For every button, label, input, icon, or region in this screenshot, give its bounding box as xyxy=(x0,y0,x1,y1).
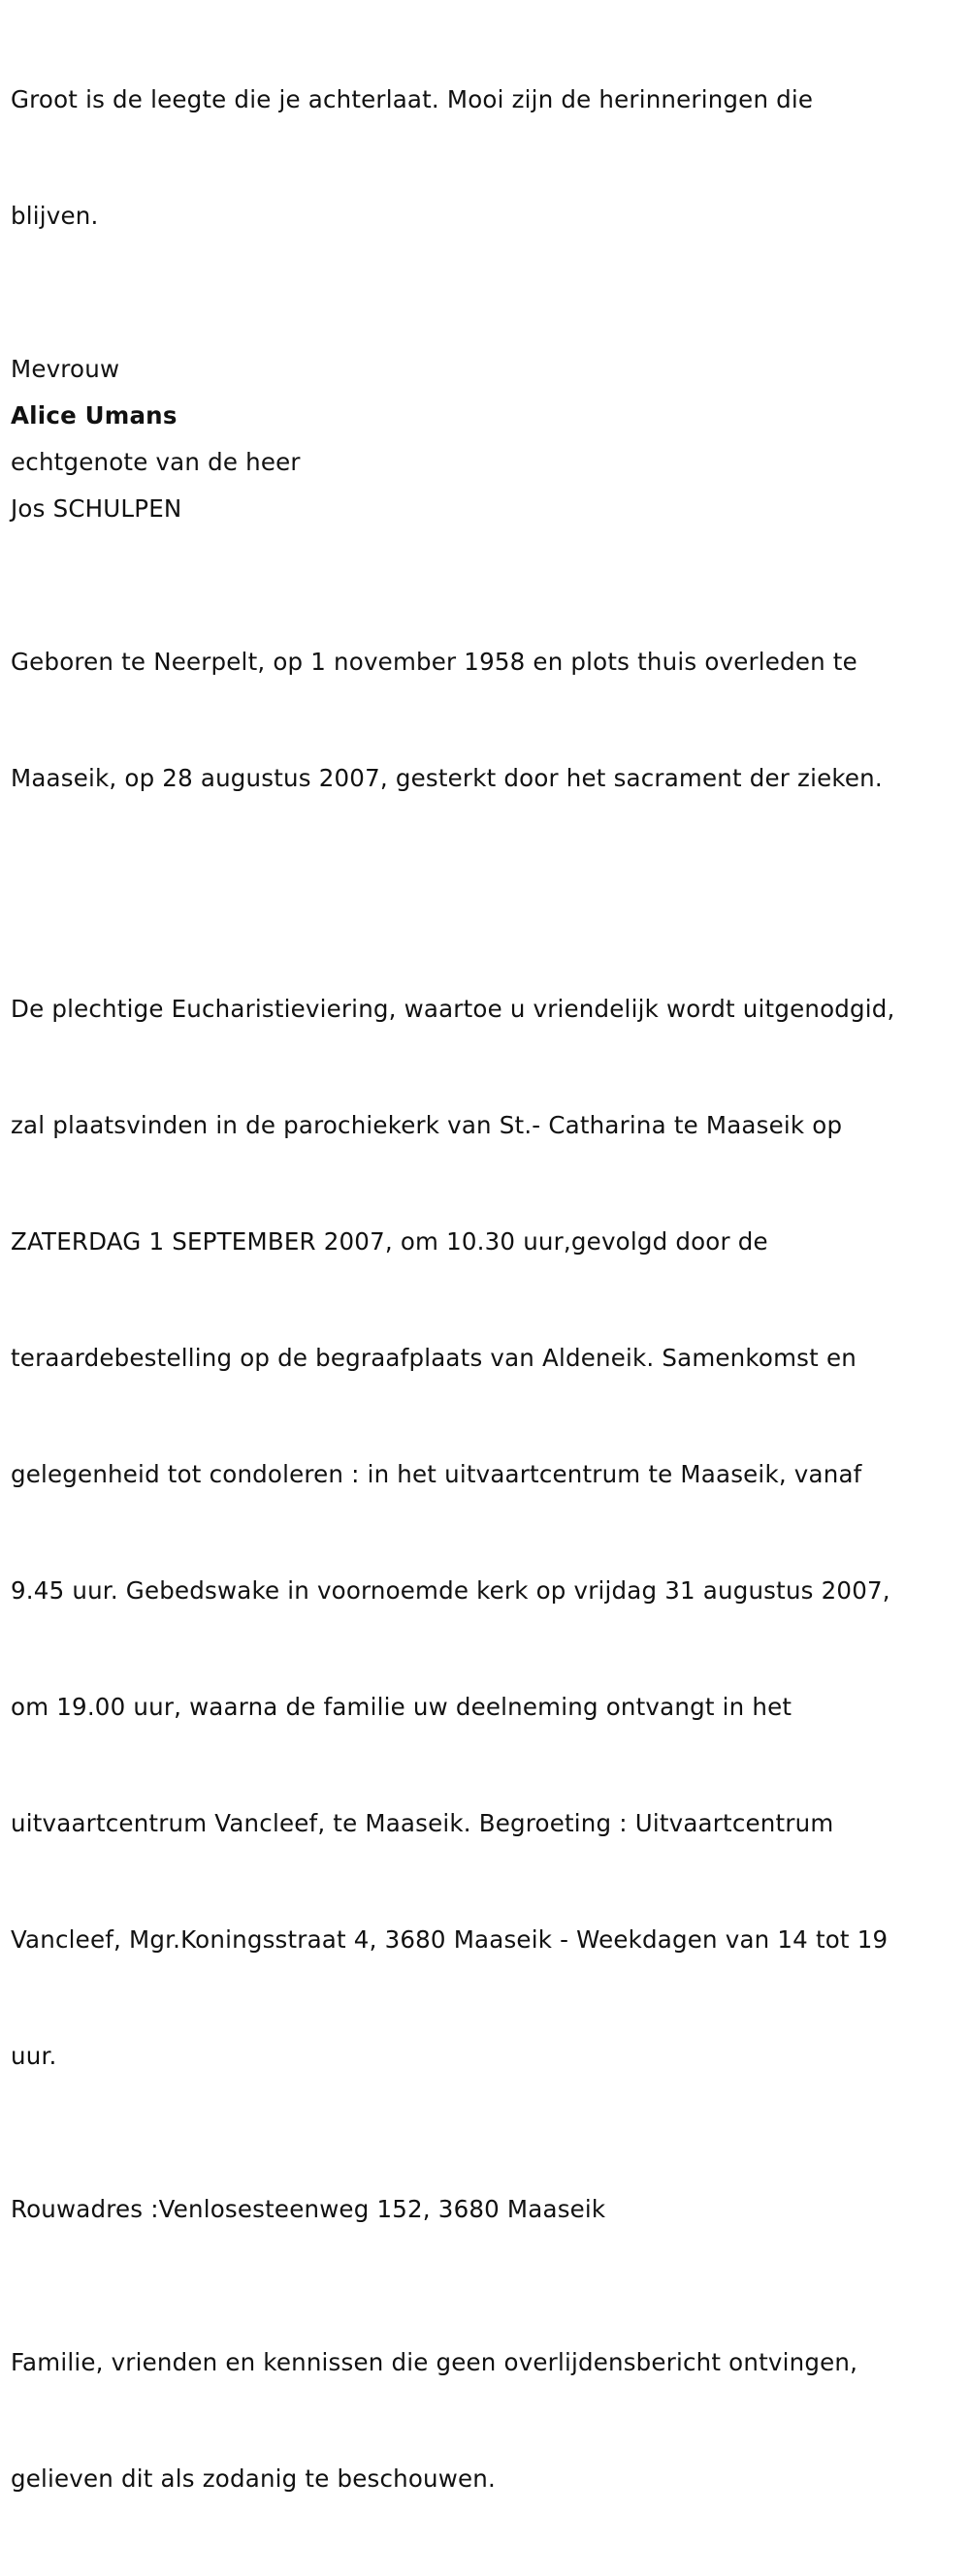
deceased-name: Alice Umans xyxy=(11,401,178,429)
spacer xyxy=(11,875,961,912)
intro-line: blijven. xyxy=(11,202,99,230)
salutation: Mevrouw xyxy=(11,355,120,383)
closing-paragraph xyxy=(11,2266,961,2576)
intro-line: Groot is de leegte die je achterlaat. Mooi zijn de herinneringen die xyxy=(11,85,814,113)
ceremony-paragraph xyxy=(11,912,961,2153)
closing-line: gelieven dit als zodanig te beschouwen. xyxy=(11,2465,497,2493)
spouse-name: Jos SCHULPEN xyxy=(11,494,182,523)
ceremony-line: ZATERDAG 1 SEPTEMBER 2007, om 10.30 uur,gevolgd door de xyxy=(11,1227,768,1256)
ceremony-line: zal plaatsvinden in de parochiekerk van St.- Catharina te Maaseik op xyxy=(11,1111,843,1139)
ceremony-line: 9.45 uur. Gebedswake in voornoemde kerk op vrijdag 31 augustus 2007, xyxy=(11,1576,890,1605)
spacer xyxy=(11,2153,961,2190)
birth-death-line: Geboren te Neerpelt, op 1 november 1958 en plots thuis overleden te xyxy=(11,648,857,676)
relation-text: echtgenote van de heer xyxy=(11,448,301,476)
ceremony-line: om 19.00 uur, waarna de familie uw deelneming ontvangt in het xyxy=(11,1693,792,1721)
spacer xyxy=(11,528,961,565)
ceremony-line: De plechtige Eucharistieviering, waartoe u vriendelijk wordt uitgenodgid, xyxy=(11,995,895,1023)
mourning-address: Rouwadres :Venlosesteenweg 152, 3680 Maaseik xyxy=(11,2195,606,2223)
birth-death-line: Maaseik, op 28 augustus 2007, gesterkt door het sacrament der zieken. xyxy=(11,764,883,792)
closing-line: Familie, vrienden en kennissen die geen overlijdensbericht ontvingen, xyxy=(11,2348,858,2376)
spacer xyxy=(11,313,961,350)
intro-quote xyxy=(11,3,961,313)
ceremony-line: uitvaartcentrum Vancleef, te Maaseik. Begroeting : Uitvaartcentrum xyxy=(11,1809,834,1837)
ceremony-line: uur. xyxy=(11,2042,57,2070)
ceremony-line: Vancleef, Mgr.Koningsstraat 4, 3680 Maaseik - Weekdagen van 14 tot 19 xyxy=(11,1925,889,1954)
ceremony-line: gelegenheid tot condoleren : in het uitvaartcentrum te Maaseik, vanaf xyxy=(11,1460,862,1488)
ceremony-line: teraardebestelling op de begraafplaats van Aldeneik. Samenkomst en xyxy=(11,1344,857,1372)
spacer xyxy=(11,2229,961,2266)
obituary-notice xyxy=(11,3,961,2576)
birth-death-paragraph xyxy=(11,565,961,875)
